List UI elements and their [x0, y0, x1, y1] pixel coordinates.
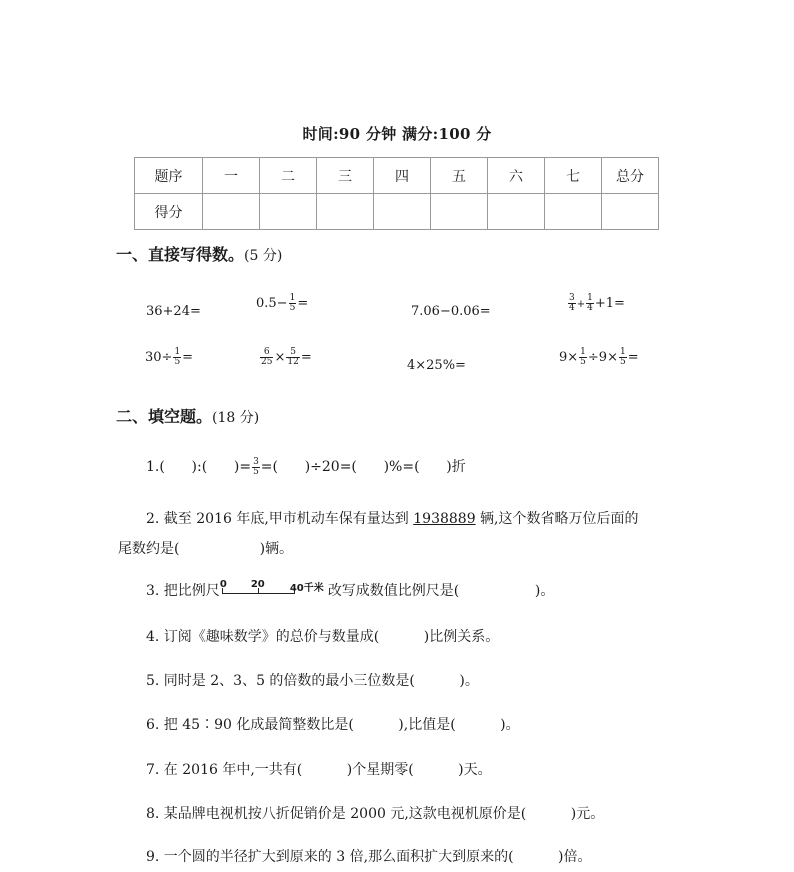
score-input-cell[interactable]	[203, 194, 260, 230]
calc-item	[567, 294, 625, 313]
fraction	[252, 458, 260, 477]
line-scale-ruler	[219, 579, 328, 600]
score-input-cell[interactable]	[545, 194, 602, 230]
fraction	[286, 348, 299, 367]
calc-item	[145, 348, 193, 367]
calc-item: 7.06−0.06=	[411, 304, 491, 319]
calc-text: +	[576, 299, 586, 310]
fraction	[173, 348, 181, 367]
denominator: 5	[289, 303, 296, 313]
score-input-cell[interactable]	[602, 194, 659, 230]
calc-item: 4×25%=	[407, 358, 466, 373]
score-table-cell: 题序	[135, 158, 203, 194]
calc-text: +1=	[594, 296, 625, 311]
calc-text: 30÷	[145, 350, 173, 365]
section2-points: (18 分)	[212, 410, 260, 426]
calc-text: =	[300, 350, 312, 365]
score-table-score-row	[135, 194, 659, 230]
exam-time-score: 时间:90 分钟 满分:100 分	[302, 125, 492, 143]
question-7: 7. 在 2016 年中,一共有( )个星期零( )天。	[146, 762, 492, 778]
score-table-cell: 一	[203, 158, 260, 194]
question-text: 2. 截至 2016 年底,甲市机动车保有量达到	[146, 511, 414, 527]
question-text: 辆,这个数省略万位后面的	[475, 511, 639, 527]
question-4: 4. 订阅《趣味数学》的总价与数量成( )比例关系。	[146, 629, 500, 645]
calc-item: 36+24=	[146, 304, 201, 319]
denominator: 4	[587, 303, 593, 313]
numerator: 1	[619, 347, 626, 357]
numerator: 1	[587, 293, 593, 303]
score-table-cell: 五	[431, 158, 488, 194]
score-table-header-row	[135, 158, 659, 194]
question-text: 改写成数值比例尺是( )。	[327, 583, 555, 599]
score-input-cell[interactable]	[374, 194, 431, 230]
fraction	[260, 348, 273, 367]
calc-item	[559, 348, 639, 367]
numerator: 1	[580, 347, 586, 357]
score-table-cell: 六	[488, 158, 545, 194]
score-input-cell[interactable]	[488, 194, 545, 230]
question-1	[146, 456, 466, 477]
denominator: 12	[287, 357, 299, 367]
question-3	[146, 580, 554, 600]
calc-text: ×	[274, 350, 286, 365]
denominator: 5	[174, 357, 181, 367]
fraction	[289, 294, 297, 313]
fraction	[579, 348, 587, 367]
score-input-cell[interactable]	[317, 194, 374, 230]
score-table-cell: 总分	[602, 158, 659, 194]
calc-text: =	[297, 296, 309, 311]
numerator: 6	[260, 348, 273, 358]
score-table-cell: 二	[260, 158, 317, 194]
calc-text: =	[627, 350, 639, 365]
score-table-cell: 三	[317, 158, 374, 194]
score-input-cell[interactable]	[431, 194, 488, 230]
fraction	[619, 348, 627, 367]
numerator: 1	[289, 293, 296, 303]
section1-heading	[116, 242, 282, 265]
section2-title: 二、填空题。	[116, 407, 213, 426]
denominator: 25	[261, 357, 273, 367]
numerator: 5	[286, 348, 299, 358]
question-6: 6. 把 45∶90 化成最简整数比是( ),比值是( )。	[146, 717, 520, 733]
underlined-number: 1938889	[413, 511, 476, 527]
score-table-cell: 四	[374, 158, 431, 194]
question-text: 3. 把比例尺	[146, 583, 220, 599]
question-2-line2: 尾数约是( )辆。	[118, 541, 294, 557]
denominator: 5	[580, 357, 586, 367]
ruler-label: 20	[250, 579, 265, 590]
denominator: 4	[569, 303, 575, 313]
numerator: 1	[174, 347, 181, 357]
fraction	[568, 294, 576, 313]
question-2	[146, 508, 639, 528]
score-table	[134, 157, 659, 230]
denominator: 5	[619, 357, 626, 367]
question-8: 8. 某品牌电视机按八折促销价是 2000 元,这款电视机原价是( )元。	[146, 806, 605, 822]
calc-text: 0.5−	[256, 296, 288, 311]
question-text: 1.( ):( )=	[146, 459, 252, 475]
section1-points: (5 分)	[244, 248, 283, 264]
calc-item	[256, 294, 308, 313]
denominator: 5	[253, 466, 259, 477]
score-table-label: 得分	[135, 194, 203, 230]
question-9: 9. 一个圆的半径扩大到原来的 3 倍,那么面积扩大到原来的( )倍。	[146, 849, 592, 865]
question-5: 5. 同时是 2、3、5 的倍数的最小三位数是( )。	[146, 673, 479, 689]
numerator: 3	[569, 293, 575, 303]
ruler-label: 40千米	[289, 583, 324, 594]
fraction	[586, 294, 594, 313]
section2-heading	[116, 404, 259, 427]
calc-text: 9×	[559, 350, 579, 365]
calc-text: =	[182, 350, 194, 365]
score-input-cell[interactable]	[260, 194, 317, 230]
numerator: 3	[253, 456, 259, 467]
section1-title: 一、直接写得数。	[116, 245, 245, 264]
calc-text: ÷9×	[587, 350, 618, 365]
calc-item	[259, 348, 312, 367]
question-text: =( )÷20=( )%=( )折	[260, 459, 466, 475]
ruler-label: 0	[219, 579, 227, 590]
score-table-cell: 七	[545, 158, 602, 194]
